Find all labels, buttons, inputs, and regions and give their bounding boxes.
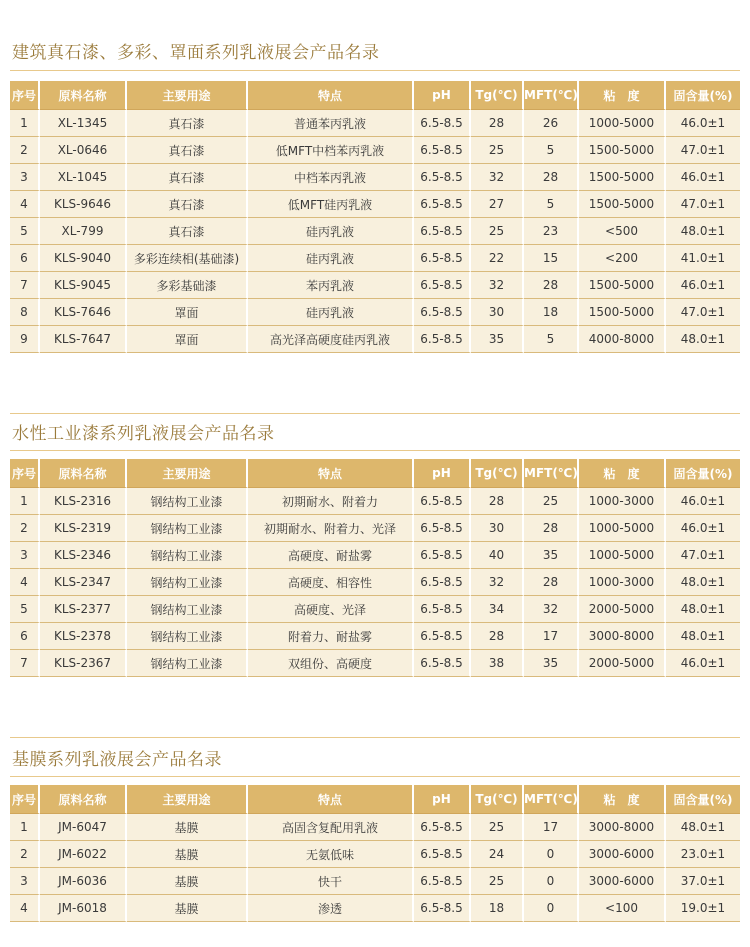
table-row: [10, 326, 740, 353]
cell-ph: 6.5-8.5: [414, 326, 471, 353]
cell-ph: 6.5-8.5: [414, 868, 471, 895]
cell-mft: 23: [524, 218, 579, 245]
cell-mft: 5: [524, 191, 579, 218]
table-row: [10, 299, 740, 326]
header-col-tg: Tg(℃): [471, 459, 524, 488]
cell-usage: 真石漆: [127, 164, 248, 191]
table-row: [10, 623, 740, 650]
cell-material-name: KLS-2367: [40, 650, 127, 677]
cell-ph: 6.5-8.5: [414, 569, 471, 596]
cell-material-name: KLS-7646: [40, 299, 127, 326]
table-row: [10, 191, 740, 218]
cell-mft: 17: [524, 814, 579, 841]
cell-material-name: JM-6018: [40, 895, 127, 922]
section-title: 建筑真石漆、多彩、罩面系列乳液展会产品名录: [12, 43, 380, 63]
table-row: [10, 596, 740, 623]
cell-feature: 苯丙乳液: [248, 272, 414, 299]
table-row: [10, 650, 740, 677]
cell-solid-content: 41.0±1: [666, 245, 740, 272]
cell-usage: 基膜: [127, 841, 248, 868]
cell-feature: 渗透: [248, 895, 414, 922]
cell-solid-content: 46.0±1: [666, 515, 740, 542]
cell-viscosity: 3000-6000: [579, 868, 666, 895]
cell-tg: 22: [471, 245, 524, 272]
cell-solid-content: 46.0±1: [666, 488, 740, 515]
cell-solid-content: 47.0±1: [666, 137, 740, 164]
cell-tg: 32: [471, 569, 524, 596]
cell-viscosity: 1500-5000: [579, 299, 666, 326]
cell-index: 7: [10, 650, 40, 677]
header-col-material-name: 原料名称: [40, 81, 127, 110]
cell-tg: 35: [471, 326, 524, 353]
cell-ph: 6.5-8.5: [414, 841, 471, 868]
header-col-ph: pH: [414, 459, 471, 488]
cell-index: 1: [10, 814, 40, 841]
cell-feature: 高固含复配用乳液: [248, 814, 414, 841]
cell-tg: 38: [471, 650, 524, 677]
cell-tg: 18: [471, 895, 524, 922]
cell-viscosity: 1500-5000: [579, 191, 666, 218]
product-table: [10, 785, 740, 922]
cell-solid-content: 23.0±1: [666, 841, 740, 868]
cell-ph: 6.5-8.5: [414, 814, 471, 841]
cell-index: 6: [10, 623, 40, 650]
cell-solid-content: 46.0±1: [666, 110, 740, 137]
divider: [10, 450, 740, 451]
cell-usage: 真石漆: [127, 191, 248, 218]
cell-tg: 32: [471, 272, 524, 299]
cell-usage: 罩面: [127, 299, 248, 326]
cell-usage: 基膜: [127, 814, 248, 841]
cell-material-name: XL-0646: [40, 137, 127, 164]
cell-tg: 28: [471, 110, 524, 137]
cell-index: 9: [10, 326, 40, 353]
cell-tg: 30: [471, 515, 524, 542]
cell-feature: 硅丙乳液: [248, 245, 414, 272]
header-col-index: 序号: [10, 81, 40, 110]
cell-material-name: KLS-9045: [40, 272, 127, 299]
cell-usage: 真石漆: [127, 218, 248, 245]
table-row: [10, 218, 740, 245]
cell-usage: 钢结构工业漆: [127, 515, 248, 542]
cell-feature: 低MFT硅丙乳液: [248, 191, 414, 218]
cell-solid-content: 37.0±1: [666, 868, 740, 895]
cell-tg: 34: [471, 596, 524, 623]
divider: [10, 776, 740, 777]
header-col-usage: 主要用途: [127, 785, 248, 814]
cell-material-name: XL-1045: [40, 164, 127, 191]
cell-feature: 高硬度、相容性: [248, 569, 414, 596]
cell-usage: 多彩基础漆: [127, 272, 248, 299]
cell-feature: 普通苯丙乳液: [248, 110, 414, 137]
cell-material-name: JM-6022: [40, 841, 127, 868]
cell-usage: 真石漆: [127, 110, 248, 137]
table-header-row: [10, 785, 740, 814]
cell-mft: 18: [524, 299, 579, 326]
cell-usage: 钢结构工业漆: [127, 488, 248, 515]
cell-mft: 0: [524, 841, 579, 868]
table-header-row: [10, 81, 740, 110]
cell-feature: 初期耐水、附着力、光泽: [248, 515, 414, 542]
cell-viscosity: 2000-5000: [579, 596, 666, 623]
table-row: [10, 895, 740, 922]
cell-ph: 6.5-8.5: [414, 596, 471, 623]
table-row: [10, 272, 740, 299]
cell-index: 2: [10, 515, 40, 542]
cell-viscosity: 2000-5000: [579, 650, 666, 677]
cell-feature: 低MFT中档苯丙乳液: [248, 137, 414, 164]
table-row: [10, 542, 740, 569]
header-col-mft: MFT(℃): [524, 785, 579, 814]
cell-viscosity: 4000-8000: [579, 326, 666, 353]
cell-viscosity: 1500-5000: [579, 164, 666, 191]
cell-material-name: KLS-2319: [40, 515, 127, 542]
header-col-feature: 特点: [248, 81, 414, 110]
cell-feature: 硅丙乳液: [248, 299, 414, 326]
cell-ph: 6.5-8.5: [414, 488, 471, 515]
cell-solid-content: 48.0±1: [666, 814, 740, 841]
cell-tg: 25: [471, 868, 524, 895]
header-col-mft: MFT(℃): [524, 81, 579, 110]
cell-feature: 双组份、高硬度: [248, 650, 414, 677]
cell-viscosity: 1000-5000: [579, 542, 666, 569]
cell-material-name: KLS-2378: [40, 623, 127, 650]
product-table: [10, 81, 740, 353]
divider: [10, 737, 740, 738]
cell-index: 7: [10, 272, 40, 299]
cell-material-name: KLS-9040: [40, 245, 127, 272]
cell-feature: 中档苯丙乳液: [248, 164, 414, 191]
cell-mft: 28: [524, 164, 579, 191]
cell-solid-content: 48.0±1: [666, 596, 740, 623]
cell-mft: 17: [524, 623, 579, 650]
cell-material-name: KLS-9646: [40, 191, 127, 218]
cell-usage: 钢结构工业漆: [127, 623, 248, 650]
cell-ph: 6.5-8.5: [414, 650, 471, 677]
cell-viscosity: <200: [579, 245, 666, 272]
cell-material-name: KLS-2346: [40, 542, 127, 569]
cell-material-name: XL-799: [40, 218, 127, 245]
header-col-feature: 特点: [248, 459, 414, 488]
cell-ph: 6.5-8.5: [414, 895, 471, 922]
cell-tg: 25: [471, 814, 524, 841]
header-col-solid-content: 固含量(%): [666, 785, 740, 814]
header-col-feature: 特点: [248, 785, 414, 814]
cell-index: 4: [10, 569, 40, 596]
cell-solid-content: 47.0±1: [666, 542, 740, 569]
cell-ph: 6.5-8.5: [414, 272, 471, 299]
cell-solid-content: 46.0±1: [666, 164, 740, 191]
header-col-index: 序号: [10, 459, 40, 488]
table-row: [10, 868, 740, 895]
header-col-index: 序号: [10, 785, 40, 814]
cell-index: 3: [10, 868, 40, 895]
cell-usage: 钢结构工业漆: [127, 596, 248, 623]
cell-solid-content: 48.0±1: [666, 569, 740, 596]
table-row: [10, 515, 740, 542]
cell-index: 5: [10, 596, 40, 623]
cell-feature: 附着力、耐盐雾: [248, 623, 414, 650]
cell-feature: 高光泽高硬度硅丙乳液: [248, 326, 414, 353]
cell-ph: 6.5-8.5: [414, 218, 471, 245]
cell-feature: 高硬度、耐盐雾: [248, 542, 414, 569]
section-title: 水性工业漆系列乳液展会产品名录: [12, 424, 275, 444]
cell-material-name: KLS-2347: [40, 569, 127, 596]
cell-viscosity: 1500-5000: [579, 137, 666, 164]
cell-ph: 6.5-8.5: [414, 164, 471, 191]
cell-feature: 硅丙乳液: [248, 218, 414, 245]
divider: [10, 413, 740, 414]
cell-solid-content: 47.0±1: [666, 191, 740, 218]
cell-usage: 基膜: [127, 895, 248, 922]
table-row: [10, 814, 740, 841]
cell-solid-content: 46.0±1: [666, 650, 740, 677]
cell-mft: 28: [524, 569, 579, 596]
cell-mft: 0: [524, 868, 579, 895]
cell-mft: 25: [524, 488, 579, 515]
cell-tg: 30: [471, 299, 524, 326]
cell-ph: 6.5-8.5: [414, 245, 471, 272]
cell-solid-content: 48.0±1: [666, 326, 740, 353]
header-col-viscosity: 粘 度: [579, 459, 666, 488]
cell-viscosity: 3000-8000: [579, 623, 666, 650]
cell-feature: 快干: [248, 868, 414, 895]
cell-tg: 28: [471, 623, 524, 650]
header-col-ph: pH: [414, 81, 471, 110]
cell-feature: 初期耐水、附着力: [248, 488, 414, 515]
cell-index: 4: [10, 191, 40, 218]
cell-viscosity: 1000-3000: [579, 488, 666, 515]
cell-ph: 6.5-8.5: [414, 515, 471, 542]
cell-mft: 5: [524, 137, 579, 164]
cell-viscosity: 1000-3000: [579, 569, 666, 596]
cell-usage: 钢结构工业漆: [127, 542, 248, 569]
cell-mft: 28: [524, 515, 579, 542]
cell-tg: 40: [471, 542, 524, 569]
cell-viscosity: <100: [579, 895, 666, 922]
header-col-solid-content: 固含量(%): [666, 81, 740, 110]
cell-tg: 27: [471, 191, 524, 218]
cell-usage: 罩面: [127, 326, 248, 353]
cell-material-name: KLS-2316: [40, 488, 127, 515]
header-col-usage: 主要用途: [127, 459, 248, 488]
cell-mft: 26: [524, 110, 579, 137]
cell-solid-content: 47.0±1: [666, 299, 740, 326]
cell-usage: 钢结构工业漆: [127, 569, 248, 596]
cell-viscosity: 3000-6000: [579, 841, 666, 868]
cell-material-name: JM-6047: [40, 814, 127, 841]
header-col-material-name: 原料名称: [40, 785, 127, 814]
product-table: [10, 459, 740, 677]
cell-usage: 基膜: [127, 868, 248, 895]
cell-index: 3: [10, 164, 40, 191]
cell-solid-content: 19.0±1: [666, 895, 740, 922]
header-col-tg: Tg(℃): [471, 785, 524, 814]
header-col-tg: Tg(℃): [471, 81, 524, 110]
cell-ph: 6.5-8.5: [414, 299, 471, 326]
cell-feature: 无氨低味: [248, 841, 414, 868]
cell-viscosity: 1500-5000: [579, 272, 666, 299]
cell-mft: 0: [524, 895, 579, 922]
cell-viscosity: 3000-8000: [579, 814, 666, 841]
cell-material-name: JM-6036: [40, 868, 127, 895]
cell-mft: 15: [524, 245, 579, 272]
cell-material-name: KLS-2377: [40, 596, 127, 623]
table-row: [10, 841, 740, 868]
cell-solid-content: 46.0±1: [666, 272, 740, 299]
table-row: [10, 137, 740, 164]
cell-index: 2: [10, 841, 40, 868]
cell-solid-content: 48.0±1: [666, 623, 740, 650]
cell-index: 1: [10, 488, 40, 515]
cell-ph: 6.5-8.5: [414, 191, 471, 218]
cell-solid-content: 48.0±1: [666, 218, 740, 245]
cell-tg: 25: [471, 137, 524, 164]
cell-index: 5: [10, 218, 40, 245]
cell-index: 3: [10, 542, 40, 569]
table-row: [10, 245, 740, 272]
table-row: [10, 164, 740, 191]
cell-tg: 25: [471, 218, 524, 245]
header-col-ph: pH: [414, 785, 471, 814]
section-title: 基膜系列乳液展会产品名录: [12, 750, 222, 770]
table-row: [10, 488, 740, 515]
table-row: [10, 110, 740, 137]
cell-tg: 32: [471, 164, 524, 191]
divider: [10, 70, 740, 71]
cell-mft: 5: [524, 326, 579, 353]
cell-index: 2: [10, 137, 40, 164]
cell-viscosity: 1000-5000: [579, 110, 666, 137]
cell-index: 4: [10, 895, 40, 922]
cell-material-name: XL-1345: [40, 110, 127, 137]
header-col-solid-content: 固含量(%): [666, 459, 740, 488]
cell-mft: 35: [524, 650, 579, 677]
cell-viscosity: <500: [579, 218, 666, 245]
table-row: [10, 569, 740, 596]
cell-material-name: KLS-7647: [40, 326, 127, 353]
cell-usage: 钢结构工业漆: [127, 650, 248, 677]
cell-usage: 真石漆: [127, 137, 248, 164]
cell-viscosity: 1000-5000: [579, 515, 666, 542]
cell-mft: 32: [524, 596, 579, 623]
cell-ph: 6.5-8.5: [414, 623, 471, 650]
cell-usage: 多彩连续相(基础漆): [127, 245, 248, 272]
cell-mft: 28: [524, 272, 579, 299]
cell-ph: 6.5-8.5: [414, 137, 471, 164]
header-col-mft: MFT(℃): [524, 459, 579, 488]
header-col-usage: 主要用途: [127, 81, 248, 110]
cell-index: 6: [10, 245, 40, 272]
cell-tg: 24: [471, 841, 524, 868]
cell-index: 1: [10, 110, 40, 137]
cell-tg: 28: [471, 488, 524, 515]
table-header-row: [10, 459, 740, 488]
cell-index: 8: [10, 299, 40, 326]
header-col-material-name: 原料名称: [40, 459, 127, 488]
header-col-viscosity: 粘 度: [579, 785, 666, 814]
cell-ph: 6.5-8.5: [414, 110, 471, 137]
cell-feature: 高硬度、光泽: [248, 596, 414, 623]
header-col-viscosity: 粘 度: [579, 81, 666, 110]
cell-ph: 6.5-8.5: [414, 542, 471, 569]
cell-mft: 35: [524, 542, 579, 569]
